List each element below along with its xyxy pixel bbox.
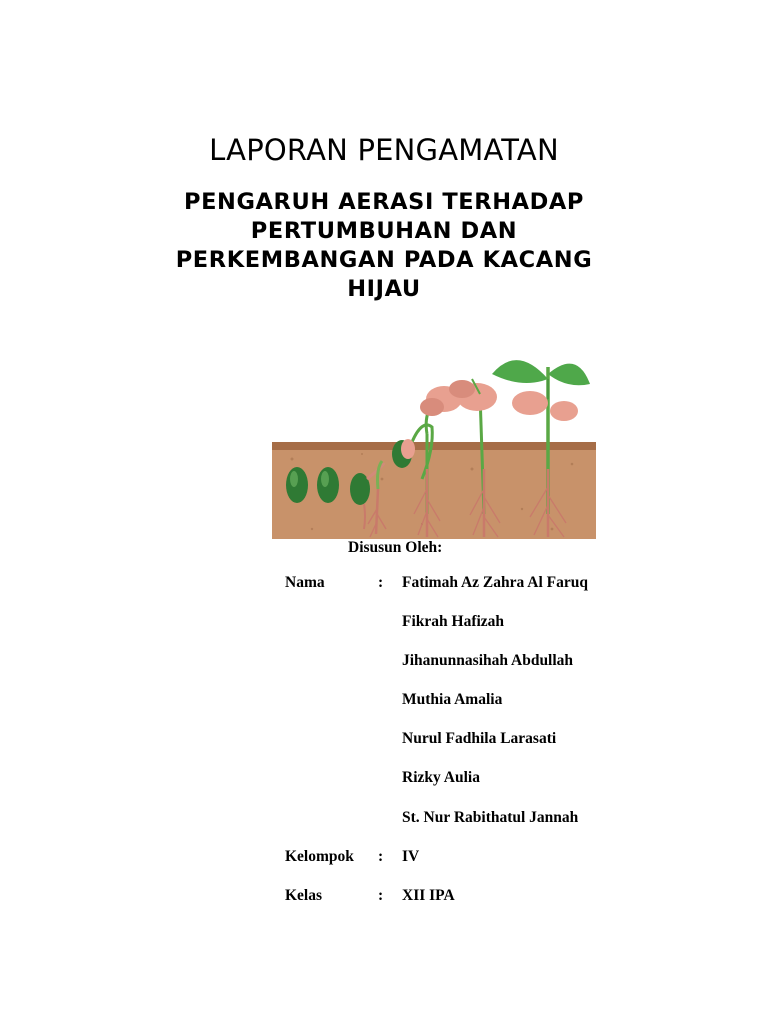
member-row (0, 613, 768, 635)
member-name: Muthia Amalia (402, 691, 503, 708)
group-value: IV (402, 848, 420, 865)
group-separator: : (378, 848, 384, 865)
subtitle-line: HIJAU (347, 276, 421, 302)
class-row (0, 887, 768, 909)
member-row (0, 769, 768, 791)
seed-stage-2 (317, 467, 339, 503)
member-name: Rizky Aulia (402, 769, 480, 786)
member-name: St. Nur Rabithatul Jannah (402, 809, 579, 826)
class-label: Kelas (285, 887, 323, 904)
group-row (0, 848, 768, 870)
page-title: LAPORAN PENGAMATAN (209, 133, 559, 167)
member-name: Fatimah Az Zahra Al Faruq (402, 574, 589, 591)
member-row (0, 809, 768, 831)
report-subtitle (150, 188, 618, 304)
subtitle-line: PERTUMBUHAN DAN (250, 218, 518, 244)
member-row (0, 691, 768, 713)
germination-illustration (272, 339, 596, 539)
class-value: XII IPA (402, 887, 455, 904)
class-separator: : (378, 887, 384, 904)
member-row (0, 730, 768, 752)
seed-stage-1 (286, 467, 308, 503)
name-separator: : (378, 574, 384, 591)
group-label: Kelompok (285, 848, 354, 865)
name-label: Nama (285, 574, 325, 591)
prepared-by-label: Disusun Oleh: (348, 539, 443, 556)
member-name: Fikrah Hafizah (402, 613, 505, 630)
member-name: Nurul Fadhila Larasati (402, 730, 557, 747)
member-name: Jihanunnasihah Abdullah (402, 652, 574, 669)
member-row (0, 652, 768, 674)
subtitle-line: PERKEMBANGAN PADA KACANG (175, 247, 593, 273)
member-row (0, 574, 768, 596)
subtitle-line: PENGARUH AERASI TERHADAP (183, 189, 585, 215)
